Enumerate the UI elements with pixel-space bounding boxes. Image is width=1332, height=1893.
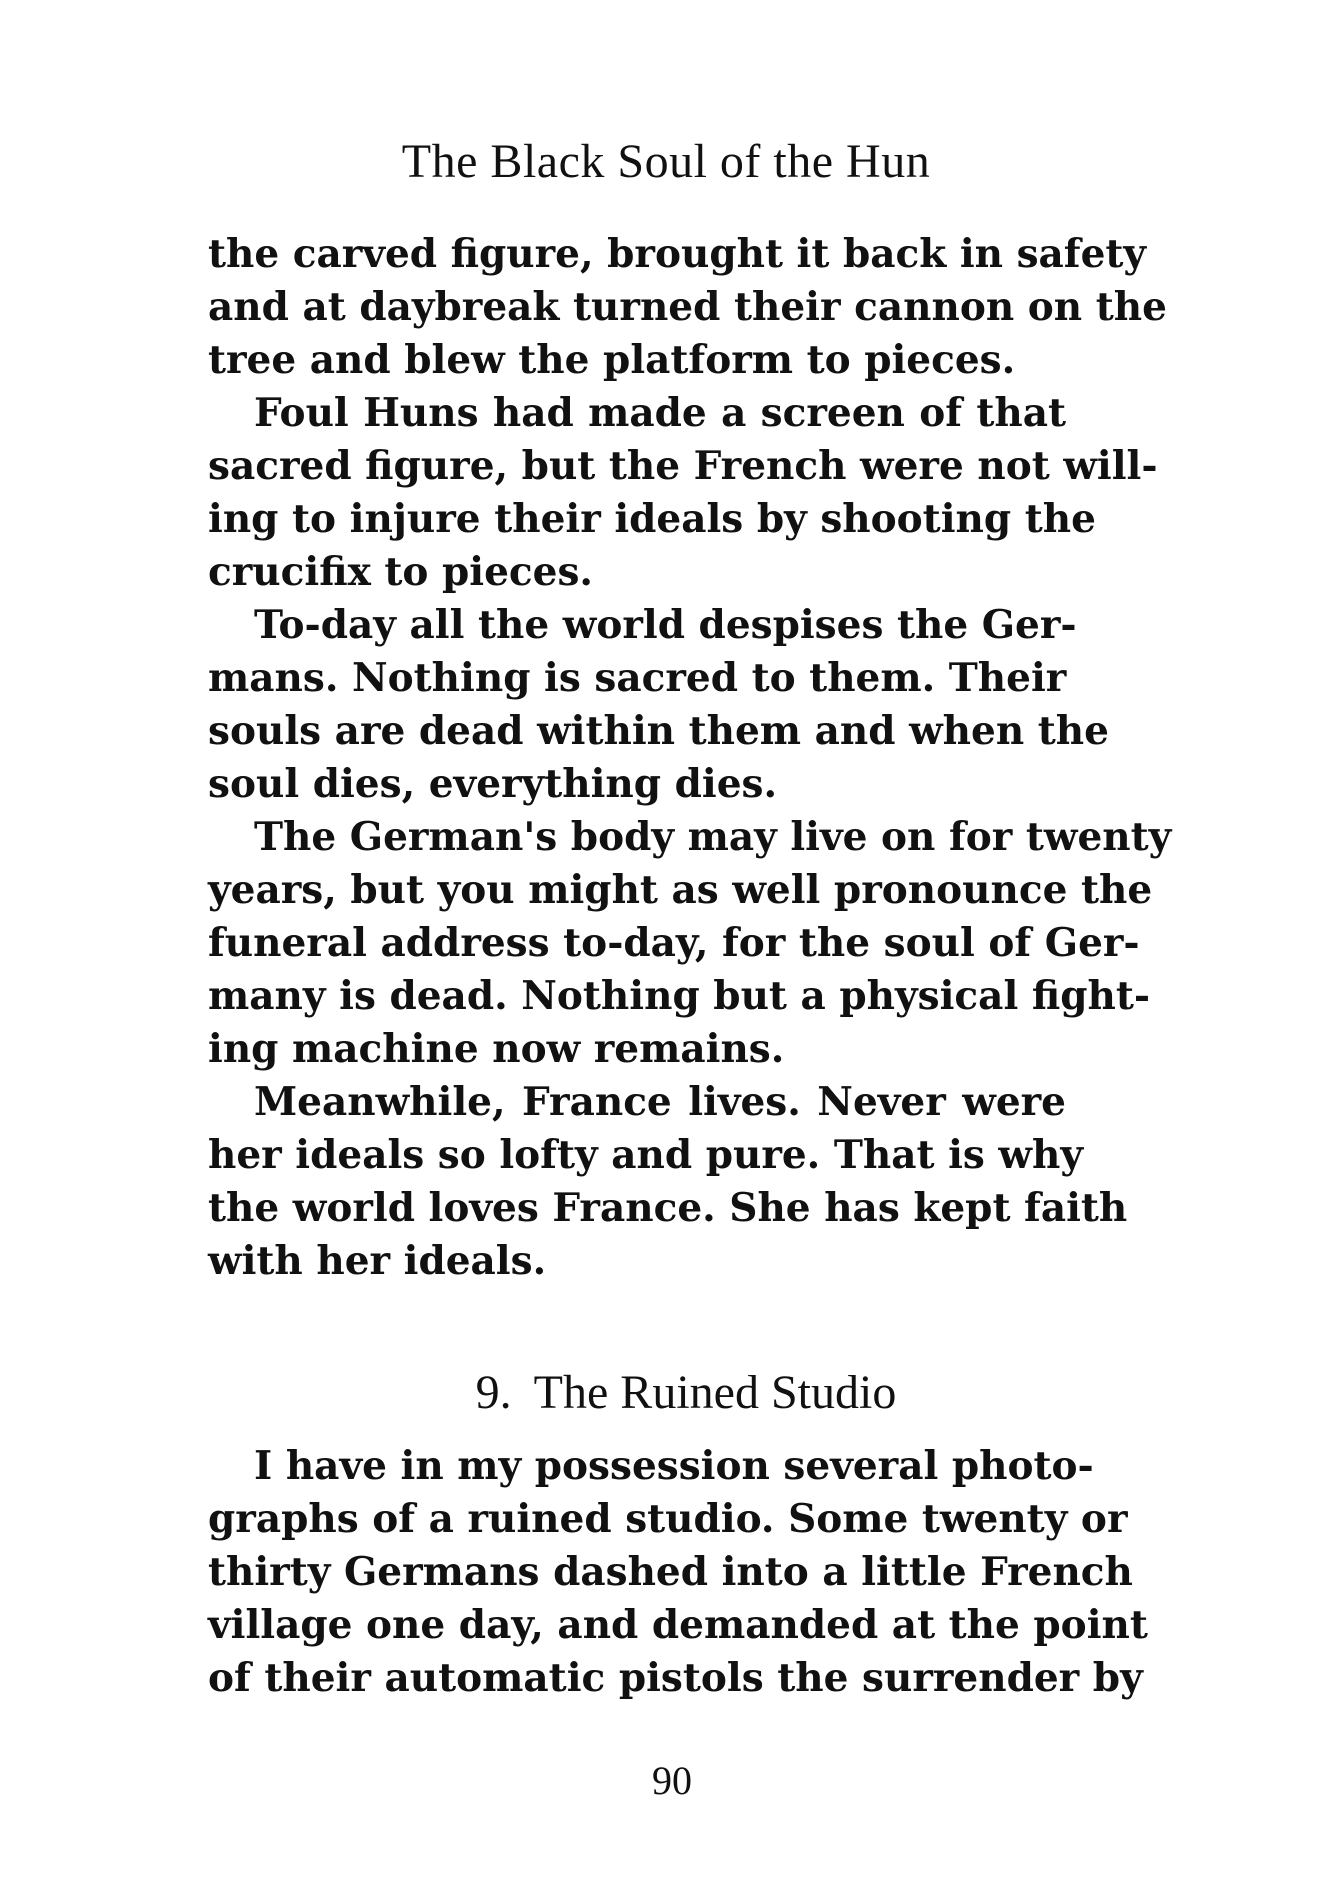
text-line: I have in my possession several photo- (254, 1443, 1094, 1489)
text-line: souls are dead within them and when the (208, 708, 1109, 754)
text-line: graphs of a ruined studio. Some twenty or (208, 1496, 1128, 1542)
text-line: mans. Nothing is sacred to them. Their (208, 655, 1067, 701)
text-line: tree and blew the platform to pieces. (208, 337, 1016, 383)
paragraph (208, 599, 1109, 811)
text-line: ing machine now remains. (208, 1026, 785, 1072)
section-title: The Ruined Studio (533, 1366, 897, 1419)
text-line: village one day, and demanded at the point (208, 1602, 1148, 1648)
page-number: 90 (652, 1758, 692, 1803)
text-line: of their automatic pistols the surrender by (208, 1655, 1143, 1701)
paragraph (208, 1440, 1148, 1705)
body-text-before-heading (208, 228, 1172, 1288)
section-number: 9. (475, 1366, 512, 1419)
text-line: The German's body may live on for twenty (254, 814, 1172, 860)
running-head: The Black Soul of the Hun (401, 135, 931, 188)
text-line: ing to injure their ideals by shooting the (208, 496, 1096, 542)
text-line: funeral address to-day, for the soul of Ger- (208, 920, 1140, 966)
text-line: years, but you might as well pronounce the (208, 867, 1153, 913)
paragraph (208, 1076, 1128, 1288)
text-line: Meanwhile, France lives. Never were (254, 1079, 1066, 1125)
body-text-after-heading (208, 1440, 1148, 1705)
text-line: Foul Huns had made a screen of that (254, 390, 1066, 436)
paragraph (208, 811, 1172, 1076)
section-heading (0, 1365, 1332, 1421)
text-line: crucifix to pieces. (208, 549, 593, 595)
text-line: To-day all the world despises the Ger- (254, 602, 1077, 648)
text-line: the world loves France. She has kept faith (208, 1185, 1128, 1231)
text-line: and at daybreak turned their cannon on the (208, 284, 1167, 330)
paragraph (208, 387, 1158, 599)
text-line: her ideals so lofty and pure. That is why (208, 1132, 1084, 1178)
text-line: soul dies, everything dies. (208, 761, 778, 807)
text-line: the carved figure, brought it back in safety (208, 231, 1147, 277)
text-line: thirty Germans dashed into a little French (208, 1549, 1133, 1595)
text-line: sacred figure, but the French were not will- (208, 443, 1158, 489)
text-line: many is dead. Nothing but a physical fight- (208, 973, 1151, 1019)
paragraph-continuation (208, 228, 1167, 387)
text-line: with her ideals. (208, 1238, 547, 1284)
